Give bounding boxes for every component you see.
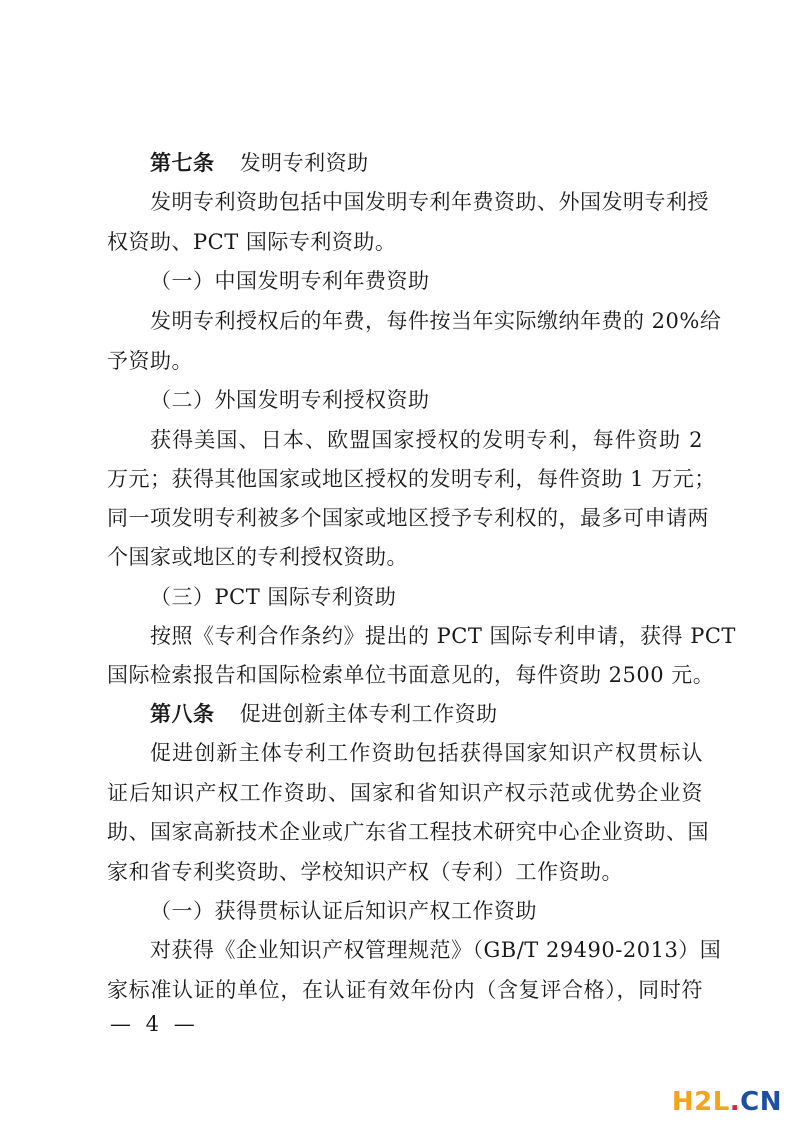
article-8-intro-line-2: 证后知识产权工作资助、国家和省知识产权示范或优势企业资	[107, 781, 703, 805]
article-7-heading	[150, 148, 369, 178]
article-7-sub2-line-4: 个国家或地区的专利授权资助。	[107, 545, 408, 569]
article-7-title: 发明专利资助	[239, 151, 369, 175]
article-7-sub2-line-1: 获得美国、日本、欧盟国家授权的发明专利，每件资助 2	[150, 428, 703, 452]
article-8-sub1-line-2: 家标准认证的单位，在认证有效年份内（含复评合格），同时符	[107, 978, 703, 1002]
watermark-part-2: CN	[740, 1087, 782, 1117]
article-7-intro-line-1: 发明专利资助包括中国发明专利年费资助、外国发明专利授	[150, 190, 709, 214]
watermark-part-1: H2L	[671, 1087, 730, 1117]
article-8-intro-line-3: 助、国家高新技术企业或广东省工程技术研究中心企业资助、国	[107, 820, 709, 844]
article-8-heading	[150, 699, 498, 729]
article-7-sub1-line-1: 发明专利授权后的年费，每件按当年实际缴纳年费的 20%给	[150, 309, 722, 333]
article-7-sub3-line-2: 国际检索报告和国际检索单位书面意见的，每件资助 2500 元。	[107, 663, 715, 687]
article-7-sub2-title: （二）外国发明专利授权资助	[150, 388, 430, 412]
article-8-intro-line-4: 家和省专利奖资助、学校知识产权（专利）工作资助。	[107, 860, 623, 884]
article-8-sub1-title: （一）获得贯标认证后知识产权工作资助	[150, 899, 537, 923]
article-7-sub3-title: （三）PCT 国际专利资助	[150, 585, 397, 609]
article-8-title: 促进创新主体专利工作资助	[239, 702, 498, 726]
article-7-number: 第七条	[150, 151, 215, 175]
article-7-sub2-line-3: 同一项发明专利被多个国家或地区授予专利权的，最多可申请两	[107, 506, 709, 530]
article-8-number: 第八条	[150, 702, 215, 726]
article-7-sub3-line-1: 按照《专利合作条约》提出的 PCT 国际专利申请，获得 PCT	[150, 624, 736, 648]
article-8-intro-line-1: 促进创新主体专利工作资助包括获得国家知识产权贯标认	[150, 741, 703, 765]
article-7-sub1-line-2: 予资助。	[107, 349, 193, 373]
article-8-sub1-line-1: 对获得《企业知识产权管理规范》（GB/T 29490-2013）国	[150, 938, 722, 962]
watermark-dot: .	[729, 1087, 741, 1117]
article-7-intro-line-2: 权资助、PCT 国际专利资助。	[107, 230, 397, 254]
article-7-sub1-title: （一）中国发明专利年费资助	[150, 269, 430, 293]
page-number: — 4 —	[110, 1012, 199, 1036]
site-watermark-logo	[672, 1087, 782, 1117]
article-7-sub2-line-2: 万元；获得其他国家或地区授权的发明专利，每件资助 1 万元；	[107, 467, 716, 491]
